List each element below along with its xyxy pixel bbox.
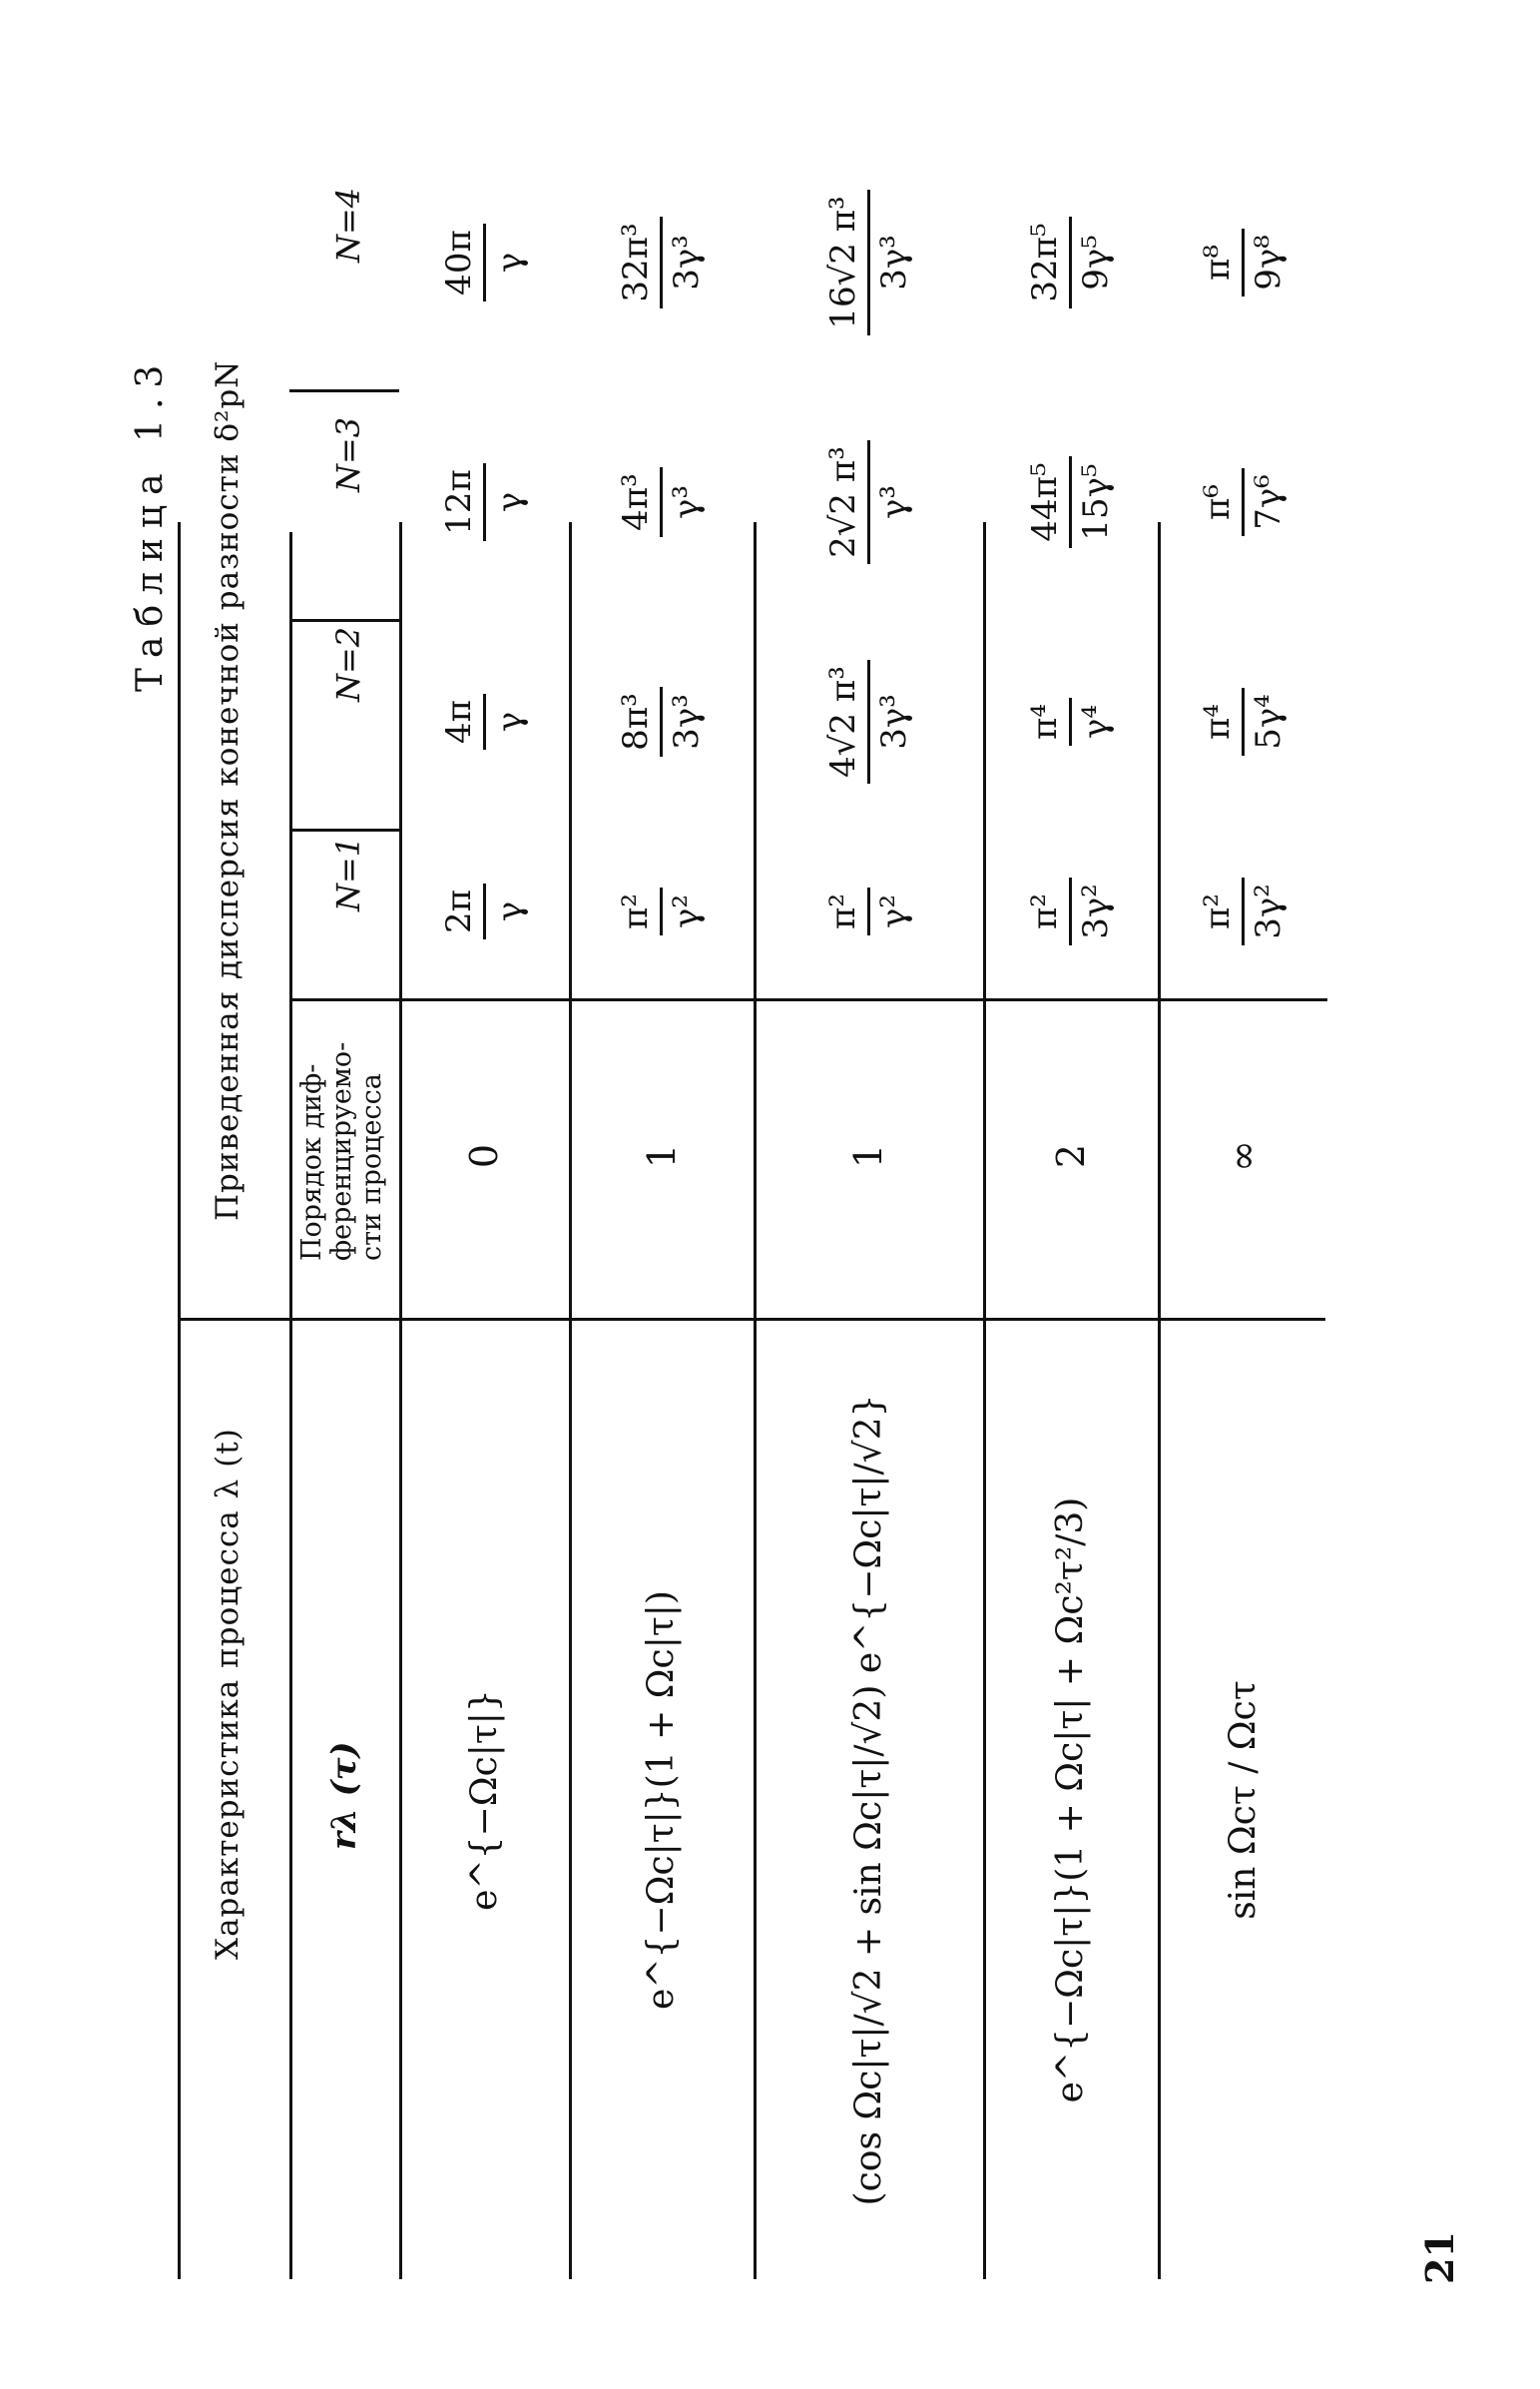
fraction-numerator: π²: [1197, 894, 1238, 929]
fraction-numerator: 4π: [438, 700, 479, 744]
fraction-denominator: γ⁴: [1076, 705, 1116, 739]
fraction-bar: [1242, 468, 1245, 536]
fraction-denominator: 3γ³: [873, 235, 914, 291]
fraction-bar: [1069, 878, 1072, 945]
fraction: [821, 190, 916, 334]
fraction-bar: [483, 463, 486, 541]
fraction-denominator: γ: [489, 711, 530, 733]
fraction-denominator: γ³: [667, 485, 707, 519]
fraction-numerator: 4√2 π³: [822, 666, 863, 778]
value-cell-n4: [983, 143, 1158, 382]
fraction-bar: [660, 467, 663, 537]
value-cell-n1: [399, 832, 569, 991]
fraction-denominator: γ: [489, 900, 530, 922]
n1-label: N=1: [329, 836, 367, 911]
fraction-numerator: π²: [616, 894, 656, 929]
fraction-bar: [660, 687, 663, 757]
value-cell-n3: [983, 392, 1158, 612]
fraction: [1196, 468, 1290, 536]
fraction-bar: [867, 660, 870, 784]
table-caption: Таблица 1.3: [130, 354, 171, 692]
fraction-numerator: 8π³: [616, 693, 656, 751]
fraction: [614, 217, 709, 307]
n-divider-b: [289, 619, 399, 622]
left-header: Характеристика процесса λ (t): [210, 1428, 246, 1960]
fraction-bar: [483, 884, 486, 939]
fraction: [1023, 878, 1118, 945]
header-separator: [289, 532, 292, 2279]
value-cell-n4: [399, 143, 569, 382]
fraction-denominator: 7γ⁶: [1248, 474, 1288, 530]
row-formula: e^{−Ωc|τ|}(1 + Ωc|τ| + Ωc²τ²/3): [1050, 1496, 1091, 2103]
fraction-numerator: π⁶: [1197, 484, 1238, 520]
fraction: [437, 694, 532, 750]
fraction-bar: [1069, 698, 1072, 746]
row-formula: sin Ωcτ / Ωcτ: [1222, 1680, 1264, 1920]
fraction-bar: [483, 224, 486, 301]
main-divider: [178, 1318, 1325, 1321]
row-order: 1: [639, 1143, 684, 1169]
value-cell-n3: [1158, 392, 1327, 612]
fraction-denominator: 3γ³: [667, 694, 707, 750]
fraction: [614, 467, 709, 537]
fraction-bar: [660, 888, 663, 935]
fraction: [821, 440, 916, 564]
value-cell-n2: [569, 622, 754, 822]
value-cell-n1: [983, 832, 1158, 991]
fraction-numerator: π⁸: [1197, 245, 1238, 281]
value-cell-n2: [983, 622, 1158, 822]
value-cell-n1: [1158, 832, 1327, 991]
fraction-denominator: 3γ²: [1248, 884, 1288, 939]
value-cell-n4: [754, 143, 983, 382]
fraction-numerator: 4π³: [616, 473, 656, 531]
fraction-denominator: 5γ⁴: [1248, 694, 1288, 750]
value-cell-n3: [399, 392, 569, 612]
fraction-numerator: π²: [1025, 894, 1065, 929]
fraction-bar: [1069, 456, 1072, 547]
fraction-denominator: γ³: [873, 485, 914, 519]
fraction-numerator: 16√2 π³: [822, 196, 863, 329]
fraction-denominator: 9γ⁵: [1076, 235, 1116, 291]
value-cell-n2: [754, 622, 983, 822]
row-order: 1: [846, 1143, 890, 1169]
fraction: [1196, 878, 1290, 945]
fraction: [437, 224, 532, 301]
page-number: 21: [1417, 2231, 1462, 2284]
value-cell-n3: [569, 392, 754, 612]
fraction: [437, 463, 532, 541]
fraction-numerator: 32π⁵: [1025, 223, 1065, 302]
value-cell-n4: [1158, 143, 1327, 382]
fraction-numerator: 32π³: [616, 223, 656, 302]
fraction-bar: [1242, 878, 1245, 945]
fraction-numerator: 44π⁵: [1025, 462, 1065, 542]
fraction-numerator: π⁴: [1025, 704, 1065, 740]
fraction-bar: [1242, 688, 1245, 756]
fraction: [821, 888, 916, 935]
fraction-denominator: γ²: [667, 895, 707, 928]
fraction-numerator: 40π: [438, 230, 479, 296]
fraction: [821, 660, 916, 784]
table-top-border: [178, 522, 181, 2279]
fraction-denominator: γ²: [873, 895, 914, 928]
fraction-denominator: 3γ³: [667, 235, 707, 291]
fraction: [437, 884, 532, 939]
fraction-bar: [1069, 217, 1072, 307]
fraction-denominator: 3γ³: [873, 694, 914, 750]
fraction: [1023, 698, 1118, 746]
right-header: Приведенная дисперсия конечной разности δ²pN: [210, 359, 246, 1221]
fraction-bar: [660, 217, 663, 307]
value-cell-n1: [754, 832, 983, 991]
fraction-numerator: π⁴: [1197, 704, 1238, 740]
row-formula: (cos Ωc|τ|/√2 + sin Ωc|τ|/√2) e^{−Ωc|τ|/√2}: [847, 1394, 889, 2206]
fraction-denominator: 15γ⁵: [1076, 463, 1116, 541]
fraction-bar: [867, 190, 870, 334]
fraction-numerator: 12π: [438, 469, 479, 535]
value-cell-n4: [569, 143, 754, 382]
r-column-header: rλ (τ): [324, 1741, 364, 1850]
fraction-denominator: 9γ⁸: [1248, 235, 1288, 291]
n2-label: N=2: [329, 626, 367, 702]
row-order: 0: [462, 1143, 506, 1169]
n3-label: N=3: [329, 416, 367, 492]
row-formula: e^{−Ωc|τ|}: [463, 1689, 505, 1911]
fraction: [1023, 217, 1118, 307]
n-divider-c: [289, 389, 399, 392]
fraction: [614, 888, 709, 935]
fraction: [1023, 456, 1118, 547]
fraction-numerator: π²: [822, 894, 863, 929]
fraction: [1196, 229, 1290, 297]
row-formula: e^{−Ωc|τ|}(1 + Ωc|τ|): [641, 1590, 682, 2010]
fraction-bar: [1242, 229, 1245, 297]
value-cell-n2: [399, 622, 569, 822]
fraction-numerator: 2√2 π³: [822, 446, 863, 558]
fraction-bar: [483, 694, 486, 750]
row-order: 2: [1048, 1143, 1093, 1169]
value-cell-n2: [1158, 622, 1327, 822]
fraction-bar: [867, 440, 870, 564]
value-cell-n1: [569, 832, 754, 991]
fraction-bar: [867, 888, 870, 935]
value-cell-n3: [754, 392, 983, 612]
row-order: ∞: [1221, 1140, 1265, 1172]
fraction-denominator: 3γ²: [1076, 884, 1116, 939]
fraction-numerator: 2π: [438, 890, 479, 933]
order-column-header: Порядок диф-ференцируемо-сти процесса: [296, 1041, 387, 1261]
fraction: [1196, 688, 1290, 756]
fraction-denominator: γ: [489, 491, 530, 513]
n-divider-a: [289, 829, 399, 832]
n4-label: N=4: [329, 187, 367, 263]
fraction: [614, 687, 709, 757]
fraction-denominator: γ: [489, 252, 530, 274]
